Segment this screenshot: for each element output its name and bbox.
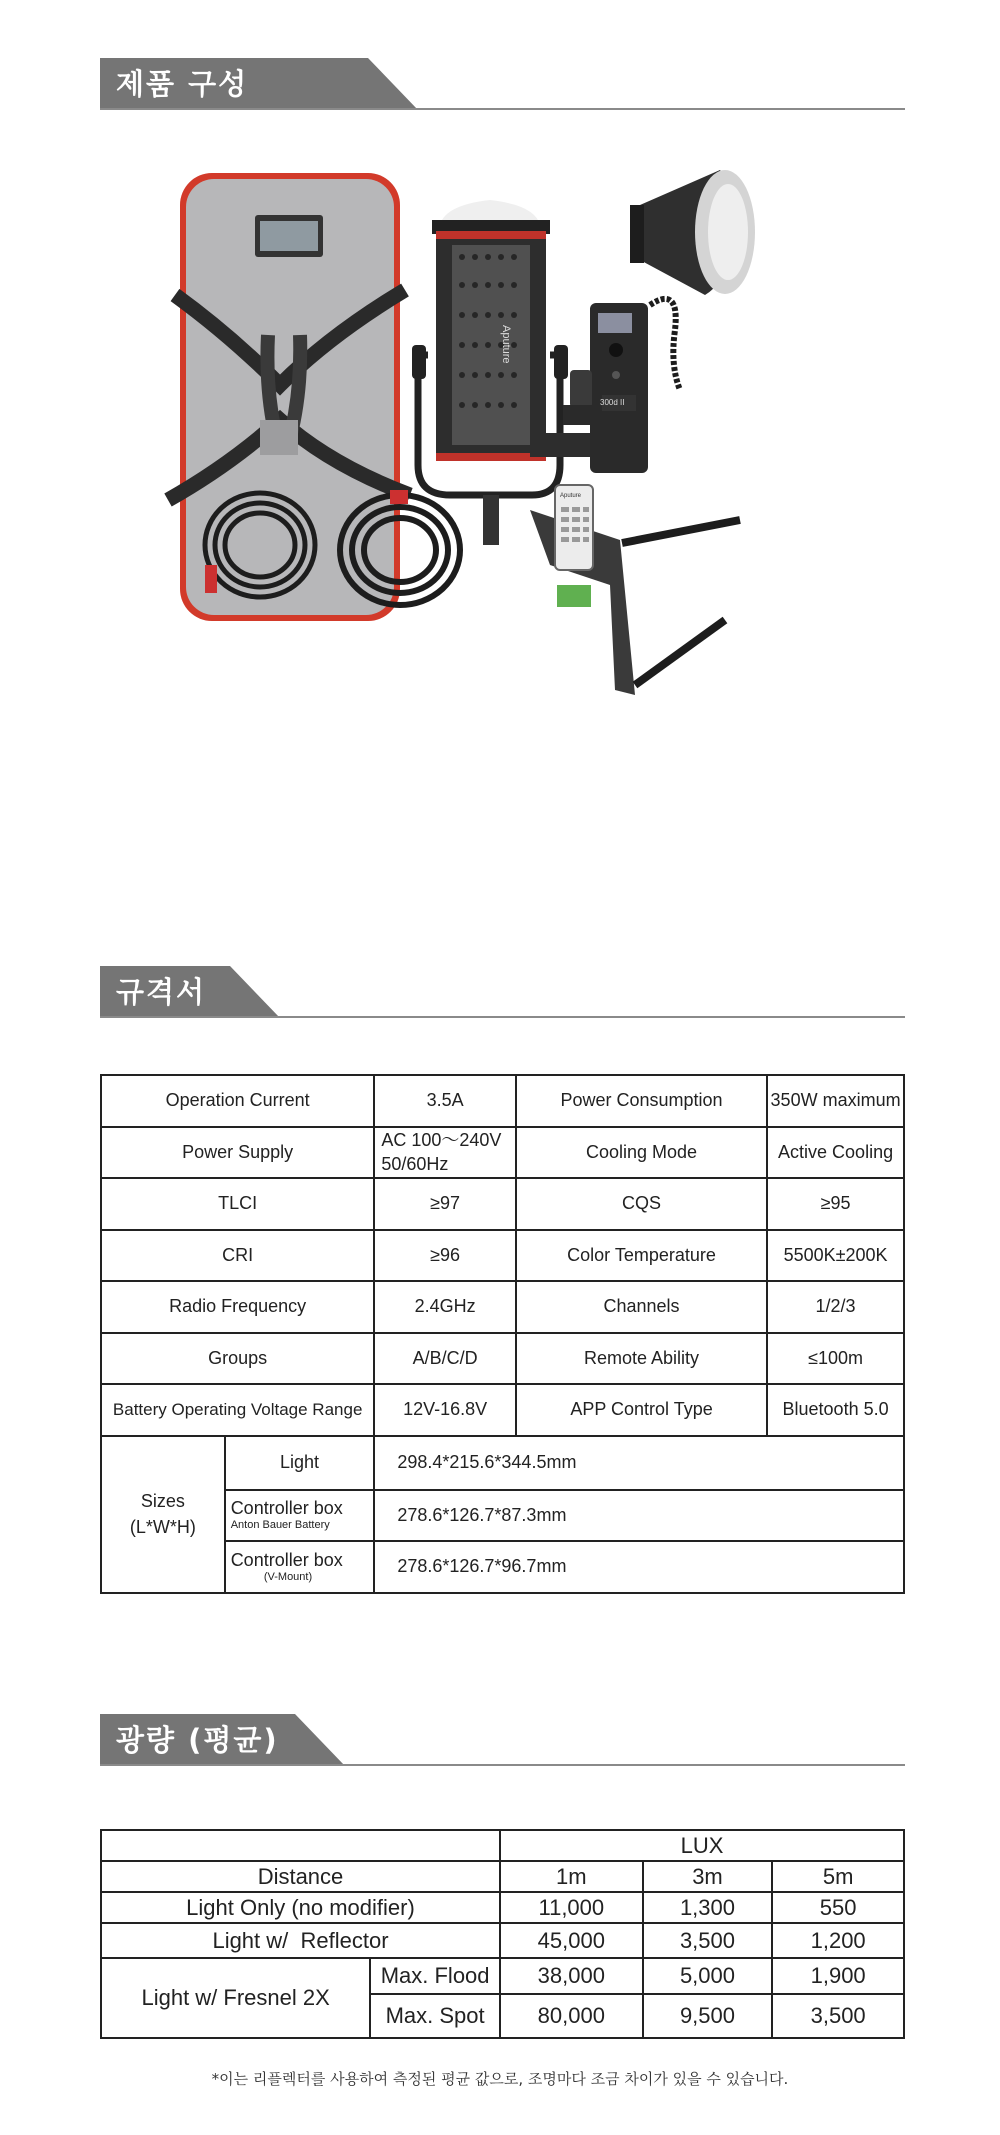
distance-value: 3m bbox=[643, 1861, 773, 1892]
lux-value: 3,500 bbox=[643, 1923, 773, 1958]
spec-label: Power Consumption bbox=[516, 1075, 767, 1127]
spec-label: Channels bbox=[516, 1281, 767, 1333]
spec-value: Bluetooth 5.0 bbox=[767, 1384, 904, 1436]
spec-label: Radio Frequency bbox=[101, 1281, 374, 1333]
led-light-image bbox=[412, 200, 568, 545]
spec-label: Groups bbox=[101, 1333, 374, 1385]
lux-value: 45,000 bbox=[500, 1923, 643, 1958]
distance-value: 5m bbox=[772, 1861, 904, 1892]
size-value: 298.4*215.6*344.5mm bbox=[374, 1436, 904, 1490]
spec-value: 2.4GHz bbox=[374, 1281, 516, 1333]
controller-box-image bbox=[590, 299, 680, 473]
header-tab-shape bbox=[100, 966, 905, 1018]
size-label: Light bbox=[225, 1436, 375, 1490]
remote-control-image bbox=[555, 485, 593, 607]
size-value: 278.6*126.7*87.3mm bbox=[374, 1490, 904, 1542]
spec-label: Cooling Mode bbox=[516, 1127, 767, 1179]
size-label bbox=[225, 1490, 375, 1542]
lux-row bbox=[101, 1958, 904, 1994]
section-header-specs bbox=[100, 966, 905, 1018]
section-title: 규격서 bbox=[116, 975, 207, 1009]
sizes-title: Sizes bbox=[140, 1491, 185, 1511]
spec-value: 5500K±200K bbox=[767, 1230, 904, 1282]
spec-value: 3.5A bbox=[374, 1075, 516, 1127]
spec-value: ≥95 bbox=[767, 1178, 904, 1230]
size-label bbox=[225, 1541, 375, 1593]
spec-row bbox=[101, 1333, 904, 1385]
spec-row bbox=[101, 1281, 904, 1333]
spec-value: Active Cooling bbox=[767, 1127, 904, 1179]
light-brand-text: Aputure bbox=[500, 325, 512, 364]
spec-value: ≥96 bbox=[374, 1230, 516, 1282]
sizes-unit: (L*W*H) bbox=[129, 1517, 196, 1537]
reflector-image bbox=[630, 170, 755, 295]
lux-value: 38,000 bbox=[500, 1958, 643, 1994]
lux-row bbox=[101, 1892, 904, 1923]
size-label-sub: (V-Mount) bbox=[263, 1570, 313, 1583]
lux-value: 9,500 bbox=[643, 1994, 773, 2038]
lux-row-label: Light w/ Reflector bbox=[101, 1923, 500, 1958]
spec-label: APP Control Type bbox=[516, 1384, 767, 1436]
lux-table bbox=[100, 1829, 905, 2039]
product-components-image bbox=[160, 165, 860, 845]
lux-value: 550 bbox=[772, 1892, 904, 1923]
spec-value bbox=[374, 1127, 516, 1179]
spec-row bbox=[101, 1230, 904, 1282]
lux-row bbox=[101, 1830, 904, 1861]
spec-value: A/B/C/D bbox=[374, 1333, 516, 1385]
lux-value: 1,300 bbox=[643, 1892, 773, 1923]
spec-label: Color Temperature bbox=[516, 1230, 767, 1282]
spec-value: ≥97 bbox=[374, 1178, 516, 1230]
section-title: 제품 구성 bbox=[116, 67, 249, 101]
spec-table bbox=[100, 1074, 905, 1594]
lux-mode-label: Max. Spot bbox=[370, 1994, 500, 2038]
size-label-main: Controller box bbox=[230, 1549, 343, 1570]
header-divider bbox=[100, 108, 905, 110]
header-divider bbox=[100, 1016, 905, 1018]
lux-row bbox=[101, 1861, 904, 1892]
spec-label: CRI bbox=[101, 1230, 374, 1282]
lux-mode-label: Max. Flood bbox=[370, 1958, 500, 1994]
section-header-lux bbox=[100, 1714, 905, 1766]
spec-value-line: AC 100～240V bbox=[381, 1130, 502, 1151]
lux-row-label: Light w/ Fresnel 2X bbox=[101, 1958, 370, 2038]
spec-row bbox=[101, 1384, 904, 1436]
spec-label: TLCI bbox=[101, 1178, 374, 1230]
size-value: 278.6*126.7*96.7mm bbox=[374, 1541, 904, 1593]
spec-label: CQS bbox=[516, 1178, 767, 1230]
lux-value: 5,000 bbox=[643, 1958, 773, 1994]
lux-value: 11,000 bbox=[500, 1892, 643, 1923]
spec-row bbox=[101, 1178, 904, 1230]
sizes-label bbox=[101, 1436, 225, 1593]
spec-row bbox=[101, 1127, 904, 1179]
lux-value: 1,900 bbox=[772, 1958, 904, 1994]
controller-model-text: 300d II bbox=[600, 398, 625, 407]
section-header-components bbox=[100, 58, 905, 110]
lux-value: 80,000 bbox=[500, 1994, 643, 2038]
size-label-sub: Anton Bauer Battery bbox=[230, 1519, 330, 1532]
section-title: 광량 (평균) bbox=[116, 1723, 279, 1757]
lux-unit: LUX bbox=[500, 1830, 904, 1861]
spec-value: 350W maximum bbox=[767, 1075, 904, 1127]
distance-label: Distance bbox=[101, 1861, 500, 1892]
spec-label: Remote Ability bbox=[516, 1333, 767, 1385]
size-label-main: Controller box bbox=[230, 1498, 343, 1519]
spec-label: Power Supply bbox=[101, 1127, 374, 1179]
lux-value: 3,500 bbox=[772, 1994, 904, 2038]
lux-row-label: Light Only (no modifier) bbox=[101, 1892, 500, 1923]
spec-value: ≤100m bbox=[767, 1333, 904, 1385]
lux-value: 1,200 bbox=[772, 1923, 904, 1958]
spec-value: 1/2/3 bbox=[767, 1281, 904, 1333]
distance-value: 1m bbox=[500, 1861, 643, 1892]
remote-brand-text: Aputure bbox=[560, 493, 582, 499]
lux-row bbox=[101, 1923, 904, 1958]
spec-value-line: 50/60Hz bbox=[381, 1154, 449, 1175]
spec-row-size bbox=[101, 1436, 904, 1490]
header-divider bbox=[100, 1764, 905, 1766]
spec-label: Operation Current bbox=[101, 1075, 374, 1127]
spec-value: 12V-16.8V bbox=[374, 1384, 516, 1436]
spec-row bbox=[101, 1075, 904, 1127]
footnote: *이는 리플렉터를 사용하여 측정된 평균 값으로, 조명마다 조금 차이가 있을 수 있습니다. bbox=[211, 2070, 789, 2088]
lux-blank-cell bbox=[101, 1830, 500, 1861]
spec-label: Battery Operating Voltage Range bbox=[101, 1384, 374, 1436]
